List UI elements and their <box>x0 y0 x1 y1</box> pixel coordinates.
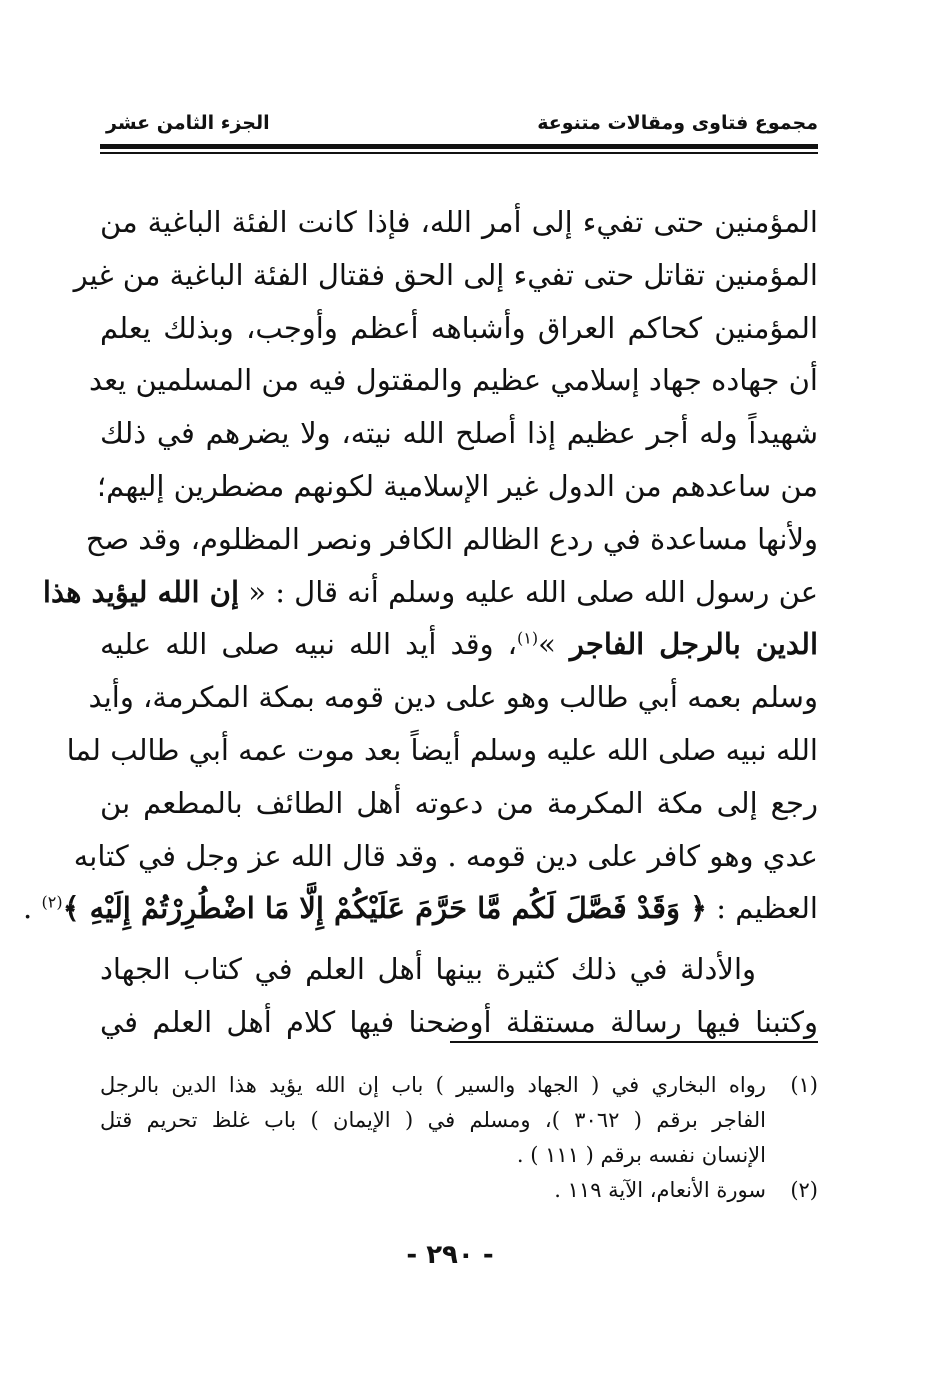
footnote-separator <box>450 1041 818 1043</box>
text-line: وسلم بعمه أبي طالب وهو على دين قومه بمكة المكرمة، وأيد <box>88 680 818 715</box>
sentence-end: . <box>23 891 33 926</box>
hadith-intro: عن رسول الله صلى الله عليه وسلم أنه قال : « <box>248 574 818 609</box>
hadith-quote-part2: الدين بالرجل الفاجر <box>569 627 818 662</box>
text-line: المؤمنين كحاكم العراق وأشباهه أعظم وأوجب، وبذلك يعلم <box>100 310 818 345</box>
footnote-line: سورة الأنعام، الآية ١١٩ . <box>554 1178 766 1202</box>
hadith-continuation: ، وقد أيد الله نبيه صلى الله عليه <box>100 627 517 662</box>
footnote-number: (٢) <box>790 1178 818 1202</box>
text-line: عدي وهو كافر على دين قومه . وقد قال الله عز وجل في كتابه <box>73 838 818 873</box>
main-text <box>23 196 818 1049</box>
footnote-1 <box>100 1068 818 1173</box>
text-line: ولأنها مساعدة في ردع الظالم الكافر ونصر المظلوم، وقد صح <box>85 521 818 556</box>
footnotes <box>100 1068 818 1208</box>
footnote-number: (١) <box>790 1073 818 1097</box>
footnote-2 <box>100 1173 818 1208</box>
text-line: الله نبيه صلى الله عليه وسلم أيضاً بعد موت عمه أبي طالب لما <box>66 732 818 767</box>
text-line: والأدلة في ذلك كثيرة بينها أهل العلم في كتاب الجهاد <box>100 952 756 987</box>
footnote-ref-1: (١) <box>517 628 539 648</box>
text-line-hadith-end <box>100 618 818 671</box>
paragraph-gap <box>100 935 818 943</box>
running-header <box>100 112 818 142</box>
footnote-line: الفاجر برقم ( ٣٠٦٢ )، ومسلم في ( الإيمان ) باب غلظ تحريم قتل <box>100 1108 766 1132</box>
text-line: رجع إلى مكة المكرمة من دعوته أهل الطائف بالمطعم بن <box>100 785 818 820</box>
footnote-ref-2: (٢) <box>41 892 63 912</box>
text-line-hadith-start <box>42 566 818 619</box>
hadith-quote-part1: إن الله ليؤيد هذا <box>42 574 240 609</box>
quran-verse: ﴿ وَقَدْ فَصَّلَ لَكُم مَّا حَرَّمَ عَلَيْكُمْ إِلَّا مَا اضْطُرِرْتُمْ إِلَيْهِ ﴾ <box>62 891 708 926</box>
text-line: أن جهاده جهاد إسلامي عظيم والمقتول فيه من المسلمين يعد <box>88 363 818 398</box>
footnote-line: رواه البخاري في ( الجهاد والسير ) باب إن الله يؤيد هذا الدين بالرجل <box>100 1073 766 1097</box>
text-line: المؤمنين حتى تفيء إلى أمر الله، فإذا كانت الفئة الباغية من <box>100 205 818 239</box>
page-number: - ٢٩٠ - <box>406 1240 494 1270</box>
header-rule-thin <box>100 152 818 154</box>
text-line: شهيداً وله أجر عظيم إذا أصلح الله نيته، ولا يضرهم في ذلك <box>100 416 818 451</box>
quote-close: » <box>538 627 556 662</box>
footnote-line: الإنسان نفسه برقم ( ١١١ ) . <box>516 1143 766 1167</box>
text-line-quran <box>23 882 818 935</box>
text-line: وكتبنا فيها رسالة مستقلة أوضحنا فيها كلام أهل العلم في <box>100 1004 818 1039</box>
book-title: مجموع فتاوى ومقالات متنوعة <box>537 112 818 134</box>
quran-intro: العظيم : <box>716 891 818 926</box>
header-rule-thick <box>100 144 818 149</box>
volume-title: الجزء الثامن عشر <box>106 112 270 134</box>
text-line: من ساعدهم من الدول غير الإسلامية لكونهم مضطرين إليهم؛ <box>96 468 818 503</box>
text-line: المؤمنين تقاتل حتى تفيء إلى الحق فقتال الفئة الباغية من غير <box>73 257 818 292</box>
